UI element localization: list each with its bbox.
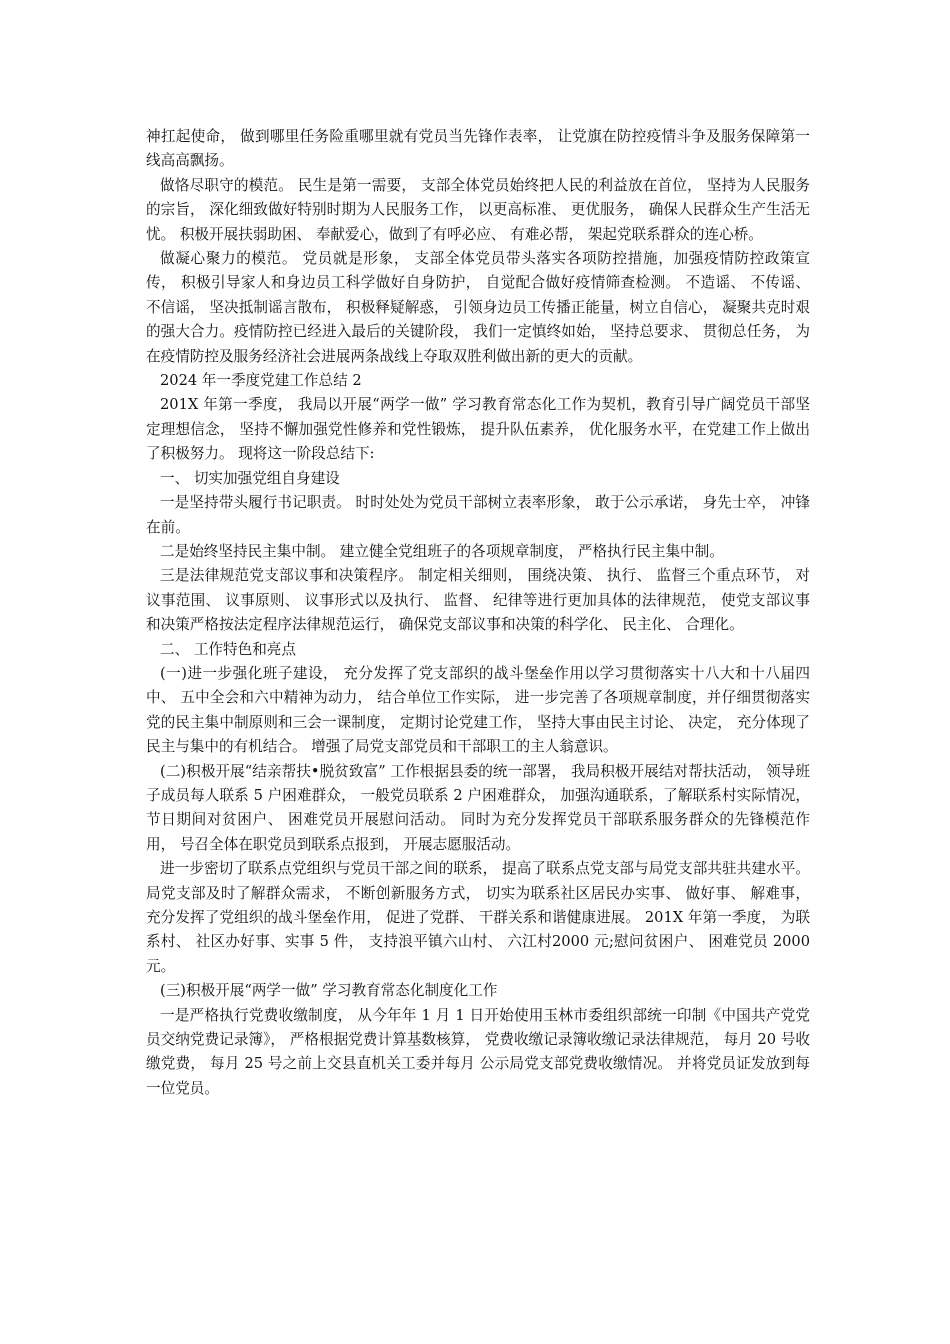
paragraph-item-1: 一是坚持带头履行书记职责。 时时处处为党员干部树立表率形象， 敢于公示承诺， 身先士卒， 冲锋在前。 bbox=[146, 494, 810, 536]
paragraph-item-2: 二是始终坚持民主集中制。 建立健全党组班子的各项规章制度， 严格执行民主集中制。 bbox=[160, 542, 724, 560]
section-title: 2024 年一季度党建工作总结 2 bbox=[160, 372, 362, 390]
paragraph-intro: 201X 年第一季度， 我局以开展“两学一做” 学习教育常态化工作为契机，教育引导广阔党员干部坚定理想信念， 坚持不懈加强党性修养和党性锻炼， 提升队伍素养， 优化服务水平，在党建工作上做出了积极努力。 现将这一阶段总结下: bbox=[146, 396, 810, 463]
paragraph-feature-1: (一)进一步强化班子建设， 充分发挥了党支部织的战斗堡垒作用以学习贯彻落实十八大和十八届四中、 五中全会和六中精神为动力， 结合单位工作实际， 进一步完善了各项规章制度，并仔细贯彻落实党的民主集中制原则和三会一课制度， 定期讨论党建工作， 坚持大事由民主讨论、 决定， 充分体现了民主与集中的有机结合。 增强了局党支部党员和干部职工的主人翁意识。 bbox=[146, 664, 810, 756]
heading-part-two: 二、 工作特色和亮点 bbox=[160, 640, 296, 658]
paragraph-feature-2-cont: 进一步密切了联系点党组织与党员干部之间的联系， 提高了联系点党支部与局党支部共驻共建水平。 局党支部及时了解群众需求， 不断创新服务方式， 切实为联系社区居民办实事、 做好事、 解难事， 充分发挥了党组织的战斗堡垒作用， 促进了党群、 干群关系和谐健康进展。 201X 年第一季度， 为联系村、 社区办好事、实事 5 件， 支持浪平镇六山村、 六江村2000 元;慰问贫困户、 困难党员 2000 元。 bbox=[146, 860, 815, 975]
paragraph-feature-3: (三)积极开展“两学一做” 学习教育常态化制度化工作 bbox=[160, 982, 498, 1000]
paragraph-item-3: 三是法律规范党支部议事和决策程序。 制定相关细则， 围绕决策、 执行、 监督三个重点环节， 对议事范围、 议事原则、 议事形式以及执行、 监督、 纪律等进行更加具体的法律规范， 使党支部议事和决策严格按法定程序法律规范运行， 确保党支部议事和决策的科学化、 民主化、 合理化。 bbox=[146, 567, 810, 634]
paragraph-feature-3-item-1: 一是严格执行党费收缴制度， 从今年年 1 月 1 日开始使用玉林市委组织部统一印制《中国共产党党员交纳党费记录簿》， 严格根据党费计算基数核算， 党费收缴记录簿收缴记录法律规范， 每月 20 号收缴党费， 每月 25 号之前上交县直机关工委并每月 公示局党支部党费收缴情况。 并将党员证发放到每一位党员。 bbox=[146, 1006, 810, 1097]
paragraph-continuation: 神扛起使命， 做到哪里任务险重哪里就有党员当先锋作表率， 让党旗在防控疫情斗争及服务保障第一线高高飘扬。 bbox=[146, 128, 810, 170]
heading-part-one: 一、 切实加强党组自身建设 bbox=[160, 469, 340, 487]
paragraph-cohesion-model: 做凝心聚力的模范。 党员就是形象， 支部全体党员带头落实各项防控措施，加强疫情防控政策宣传， 积极引导家人和身边员工科学做好自身防护， 自觉配合做好疫情筛查检测。 不造谣、 不传谣、 不信谣， 坚决抵制谣言散布， 积极释疑解惑， 引领身边员工传播正能量，树立自信心， 凝聚共克时艰的强大合力。疫情防控已经进入最后的关键阶段， 我们一定慎终如始， 坚持总要求、 贯彻总任务， 为在疫情防控及服务经济社会进展两条战线上夺取双胜利做出新的更大的贡献。 bbox=[146, 250, 815, 365]
paragraph-duty-model: 做恪尽职守的模范。 民生是第一需要， 支部全体党员始终把人民的利益放在首位， 坚持为人民服务的宗旨， 深化细致做好特别时期为人民服务工作， 以更高标准、 更优服务， 确保人民群众生产生活无忧。 积极开展扶弱助困、 奉献爱心，做到了有呼必应、 有难必帮， 架起党联系群众的连心桥。 bbox=[146, 176, 810, 243]
paragraph-feature-2: (二)积极开展“结亲帮扶•脱贫致富” 工作根据县委的统一部署， 我局积极开展结对帮扶活动， 领导班子成员每人联系 5 户困难群众， 一般党员联系 2 户困难群众， 加强沟通联系，了解联系村实际情况， 节日期间对贫困户、 困难党员开展慰问活动。 同时为充分发挥党员干部联系服务群众的先锋模范作用， 号召全体在职党员到联系点报到， 开展志愿服活动。 bbox=[146, 762, 815, 853]
document-page bbox=[146, 125, 815, 1101]
